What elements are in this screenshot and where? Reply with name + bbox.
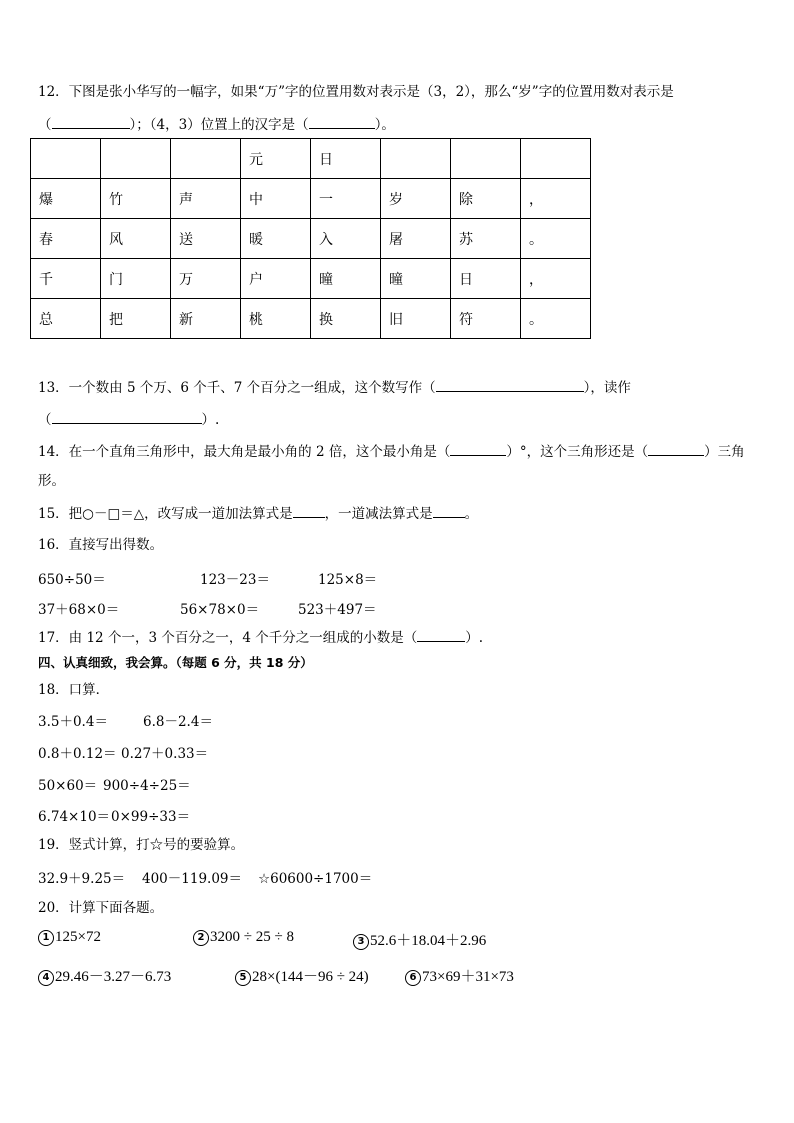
q14-answer-blank-2[interactable] [648,442,704,456]
grid-cell: 。 [521,299,591,339]
q20-item-1 [38,929,101,946]
grid-cell: 一 [311,179,381,219]
grid-row [31,179,591,219]
q16-item-4: 37＋68×0＝ [38,602,120,618]
q17-text-a: 17．由 12 个一，3 个百分之一，4 个千分之一组成的小数是（ [38,630,418,646]
q20-expr-6: 73×69＋31×73 [422,969,514,985]
grid-cell: 暖 [241,219,311,259]
q13-line2 [38,410,219,429]
q16-item-1: 650÷50＝ [38,572,106,588]
q17-answer-blank[interactable] [417,628,465,642]
grid-cell: 日 [311,139,381,179]
grid-cell: 除 [451,179,521,219]
section-4-heading: 四、认真细致，我会算。（每题 6 分，共 18 分） [38,655,313,670]
grid-cell: 。 [521,219,591,259]
grid-cell: 符 [451,299,521,339]
grid-cell [381,139,451,179]
grid-cell: 千 [31,259,101,299]
grid-cell: 把 [101,299,171,339]
q18-item-4: 0.27＋0.33＝ [121,746,209,762]
q16-item-2: 123－23＝ [200,572,270,588]
q18-item-6: 900÷4÷25＝ [103,778,191,794]
q20-expr-5: 28×(144－96 ÷ 24) [252,969,369,985]
q18-title: 18．口算． [38,682,110,698]
grid-cell: 换 [311,299,381,339]
grid-row [31,259,591,299]
grid-cell: 曈 [311,259,381,299]
q15-text-b: ，一道减法算式是 [324,506,433,522]
grid-cell: 旧 [381,299,451,339]
grid-row [31,139,591,179]
q15-answer-blank-1[interactable] [293,504,325,518]
q20-expr-4: 29.46－3.27－6.73 [55,969,172,985]
q18-item-3: 0.8＋0.12＝ [38,746,117,762]
grid-cell: 新 [171,299,241,339]
q16-item-3: 125×8＝ [318,572,378,588]
q18-item-7: 6.74×10＝ [38,809,111,825]
grid-cell: 曈 [381,259,451,299]
q20-item-2 [193,929,294,946]
q14-text-c: ）三角 [704,444,745,460]
q12-text-a: （ [38,117,52,133]
grid-cell [451,139,521,179]
q14-answer-blank-1[interactable] [450,442,506,456]
grid-cell: 声 [171,179,241,219]
q17-text-b: ）. [465,630,483,646]
grid-cell [31,139,101,179]
q15-text-a: 15．把○－□＝△，改写成一道加法算式是 [38,506,293,522]
grid-cell: 送 [171,219,241,259]
q19-item-1: 32.9＋9.25＝ [38,871,126,887]
q12-text-b: ）；（4，3）位置上的汉字是（ [129,117,309,133]
q18-item-1: 3.5＋0.4＝ [38,714,108,730]
q16-item-6: 523＋497＝ [298,602,377,618]
q20-expr-3: 52.6＋18.04＋2.96 [370,933,487,949]
q19-title: 19．竖式计算，打☆号的要验算。 [38,837,245,853]
grid-cell: 竹 [101,179,171,219]
q13-answer-blank-1[interactable] [436,378,584,392]
q19-item-2: 400－119.09＝ [142,871,243,887]
grid-cell: 日 [451,259,521,299]
grid-cell [171,139,241,179]
q13-text-d: ）. [201,412,220,428]
q13-text-c: （ [38,412,52,428]
q20-item-4 [38,965,171,986]
q14-line1 [38,442,745,461]
grid-cell: 元 [241,139,311,179]
q20-item-3 [353,929,486,950]
grid-cell: 苏 [451,219,521,259]
q12-answer-blank-1[interactable] [52,115,130,129]
grid-cell: 总 [31,299,101,339]
grid-cell: 屠 [381,219,451,259]
q18-item-8: 0×99÷33＝ [111,809,191,825]
grid-cell: 入 [311,219,381,259]
q13-text-b: ），读作 [583,380,631,396]
q14-text-b: ）°，这个三角形还是（ [506,444,649,460]
q20-expr-2: 3200 ÷ 25 ÷ 8 [210,929,294,945]
grid-cell: 户 [241,259,311,299]
q18-item-2: 6.8－2.4＝ [143,714,213,730]
q13-line1 [38,378,631,397]
q15-line [38,504,478,523]
grid-cell: ， [521,259,591,299]
q20-title: 20．计算下面各题。 [38,900,164,916]
circled-number-1: 1 [38,930,54,946]
circled-number-3: 3 [353,934,369,950]
q14-line2: 形。 [38,473,65,489]
q18-item-5: 50×60＝ [38,778,98,794]
grid-cell: 中 [241,179,311,219]
q20-item-5 [235,965,369,986]
q13-text-a: 13．一个数由 5 个万、6 个千、7 个百分之一组成，这个数写作（ [38,380,436,396]
grid-row [31,299,591,339]
circled-number-2: 2 [193,930,209,946]
q20-expr-1: 125×72 [55,929,101,945]
q13-answer-blank-2[interactable] [52,410,202,424]
grid-cell [101,139,171,179]
q12-text-c: ）。 [374,117,395,133]
grid-cell: 万 [171,259,241,299]
q15-text-c: 。 [464,506,479,522]
q15-answer-blank-2[interactable] [433,504,465,518]
q12-line2 [38,115,395,134]
circled-number-5: 5 [235,970,251,986]
grid-cell: 爆 [31,179,101,219]
q16-title: 16．直接写出得数。 [38,537,164,553]
grid-cell: ， [521,179,591,219]
circled-number-6: 6 [405,970,421,986]
q14-text-a: 14．在一个直角三角形中，最大角是最小角的 2 倍，这个最小角是（ [38,444,451,460]
q17-line [38,628,483,647]
grid-cell: 桃 [241,299,311,339]
grid-cell [521,139,591,179]
q19-item-3: ☆60600÷1700＝ [258,871,373,887]
grid-cell: 春 [31,219,101,259]
character-grid [30,138,591,339]
grid-cell: 风 [101,219,171,259]
grid-cell: 门 [101,259,171,299]
circled-number-4: 4 [38,970,54,986]
q20-item-6 [405,965,514,986]
q12-answer-blank-2[interactable] [309,115,375,129]
grid-row [31,219,591,259]
q12-line1: 12．下图是张小华写的一幅字，如果“万”字的位置用数对表示是（3，2），那么“岁”字的位置用数对表示是 [38,84,674,100]
grid-cell: 岁 [381,179,451,219]
q16-item-5: 56×78×0＝ [180,602,260,618]
